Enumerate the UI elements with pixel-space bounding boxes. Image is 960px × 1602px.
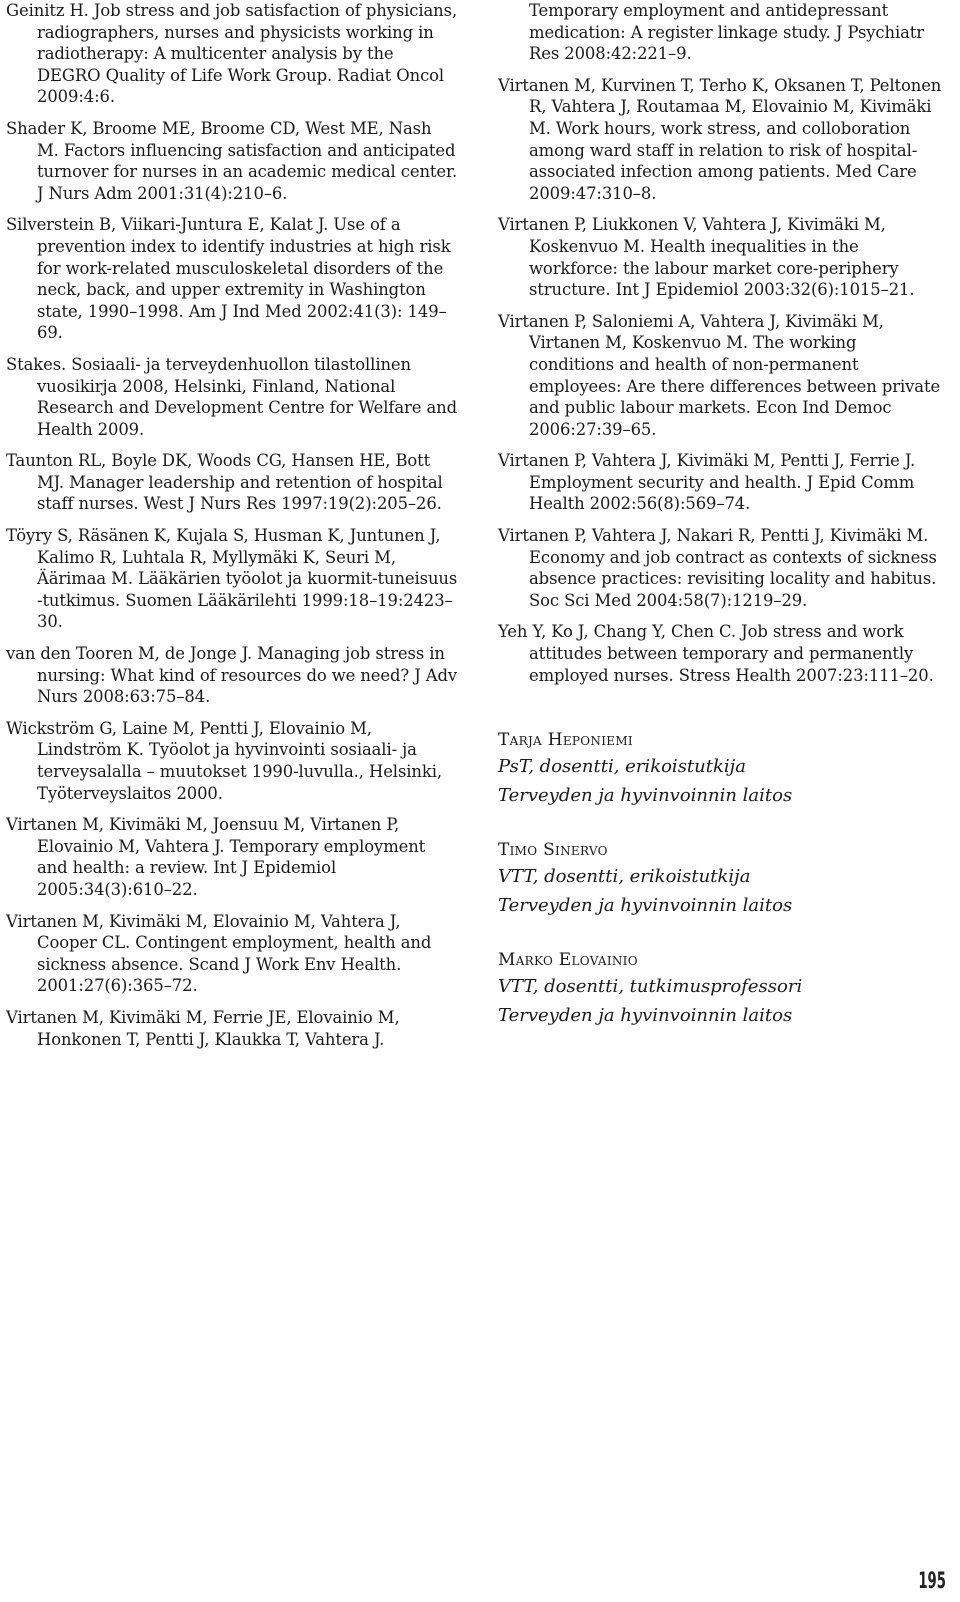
page-number: 195 bbox=[918, 1569, 946, 1594]
reference-item: Virtanen M, Kivimäki M, Elovainio M, Vahtera J, Cooper CL. Contingent employment, health and sickness absence. Scand J Work Env Health. 2001:27(6):365–72. bbox=[6, 911, 432, 996]
author-entry bbox=[498, 838, 946, 920]
reference-item: Geinitz H. Job stress and job satisfaction of physicians, radiographers, nurses and physicists working in radiotherapy: A multicenter analysis by the DEGRO Quality of Life Work Group. Radiat Oncol 2009:4:6. bbox=[6, 1, 458, 107]
reference-item: Virtanen M, Kivimäki M, Ferrie JE, Elovainio M, Honkonen T, Pentti J, Klaukka T, Vahtera J. bbox=[6, 1007, 400, 1049]
reference-list-left bbox=[6, 0, 458, 1050]
author-entry bbox=[498, 728, 946, 810]
author-affiliation: Terveyden ja hyvinvoinnin laitos bbox=[498, 895, 793, 917]
reference-item: Virtanen P, Saloniemi A, Vahtera J, Kivimäki M, Virtanen M, Koskenvuo M. The working conditions and health of non-permanent employees: Are there differences between private and public labour markets. Econ Ind Democ 2006:27:39–65. bbox=[498, 311, 941, 439]
right-column bbox=[498, 0, 946, 1058]
reference-item: Wickström G, Laine M, Pentti J, Elovainio M, Lindström K. Työolot ja hyvinvointi sosiaali- ja terveysalalla – muutokset 1990-luvulla., Helsinki, Työterveyslaitos 2000. bbox=[6, 718, 442, 803]
author-title: VTT, dosentti, tutkimusprofessori bbox=[498, 976, 803, 998]
reference-item: van den Tooren M, de Jonge J. Managing job stress in nursing: What kind of resources do we need? J Adv Nurs 2008:63:75–84. bbox=[6, 644, 458, 707]
author-name: Timo Sinervo bbox=[498, 840, 608, 861]
reference-item: Shader K, Broome ME, Broome CD, West ME, Nash M. Factors influencing satisfaction and anticipated turnover for nurses in an academic medical center. J Nurs Adm 2001:31(4):210–6. bbox=[6, 118, 458, 203]
reference-item: Virtanen P, Vahtera J, Nakari R, Pentti J, Kivimäki M. Economy and job contract as contexts of sickness absence practices: revisiting locality and habitus. Soc Sci Med 2004:58(7):1219–29. bbox=[498, 526, 937, 610]
author-title: PsT, dosentti, erikoistutkija bbox=[498, 756, 746, 778]
author-name: Marko Elovainio bbox=[498, 950, 638, 971]
reference-item: Töyry S, Räsänen K, Kujala S, Husman K, Juntunen J, Kalimo R, Luhtala R, Myllymäki K, Seuri M, Äärimaa M. Lääkärien työolot ja kuormit-tuneisuus -tutkimus. Suomen Lääkärilehti 1999:18–19:2423–30. bbox=[6, 526, 458, 632]
reference-item: Taunton RL, Boyle DK, Woods CG, Hansen HE, Bott MJ. Manager leadership and retention of hospital staff nurses. West J Nurs Res 1997:19(2):205–26. bbox=[6, 451, 443, 514]
reference-item: Virtanen P, Liukkonen V, Vahtera J, Kivimäki M, Koskenvuo M. Health inequalities in the workforce: the labour market core-periphery structure. Int J Epidemiol 2003:32(6):1015–21. bbox=[498, 215, 915, 300]
reference-item: Virtanen M, Kivimäki M, Joensuu M, Virtanen P, Elovainio M, Vahtera J. Temporary employment and health: a review. Int J Epidemiol 2005:34(3):610–22. bbox=[6, 815, 426, 899]
reference-item: Silverstein B, Viikari-Juntura E, Kalat J. Use of a prevention index to identify industries at high risk for work-related musculoskeletal disorders of the neck, back, and upper extremity in Washington state, 1990–1998. Am J Ind Med 2002:41(3): 149–69. bbox=[6, 215, 451, 343]
author-affiliation: Terveyden ja hyvinvoinnin laitos bbox=[498, 785, 793, 807]
left-column bbox=[6, 0, 458, 1060]
author-affiliation: Terveyden ja hyvinvoinnin laitos bbox=[498, 1005, 793, 1027]
reference-item: Stakes. Sosiaali- ja terveydenhuollon tilastollinen vuosikirja 2008, Helsinki, Finland, National Research and Development Centre for Welfare and Health 2009. bbox=[6, 354, 457, 439]
reference-item: Virtanen P, Vahtera J, Kivimäki M, Pentti J, Ferrie J. Employment security and health. J Epid Comm Health 2002:56(8):569–74. bbox=[498, 451, 916, 514]
author-name: Tarja Heponiemi bbox=[498, 730, 633, 751]
reference-list-right bbox=[498, 0, 946, 686]
author-title: VTT, dosentti, erikoistutkija bbox=[498, 866, 751, 888]
reference-item: Yeh Y, Ko J, Chang Y, Chen C. Job stress and work attitudes between temporary and permanently employed nurses. Stress Health 2007:23:111–20. bbox=[498, 622, 934, 685]
author-list bbox=[498, 728, 946, 1030]
author-entry bbox=[498, 948, 946, 1030]
reference-item-continued: Temporary employment and antidepressant medication: A register linkage study. J Psychiatr Res 2008:42:221–9. bbox=[529, 1, 924, 64]
reference-item: Virtanen M, Kurvinen T, Terho K, Oksanen T, Peltonen R, Vahtera J, Routamaa M, Elovainio M, Kivimäki M. Work hours, work stress, and colloboration among ward staff in relation to risk of hospital-associated infection among patients. Med Care 2009:47:310–8. bbox=[498, 75, 942, 203]
